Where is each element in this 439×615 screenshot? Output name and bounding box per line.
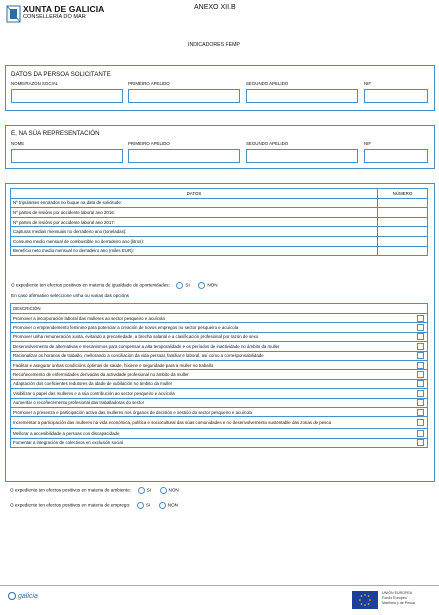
description-item-label: Facilitar e asegurar unhas condicións óptimas de saúde, hixiene e seguridade para a muller no traballo (11, 360, 414, 369)
data-row-value[interactable] (378, 208, 428, 218)
description-row (11, 417, 428, 429)
description-item-label: Incrementar a participación das mulleres na vida económica, política e sociocultural das súas comunidades e no desenvolvemento sustentable das zonas de pesca (11, 417, 414, 429)
description-item-cell (413, 379, 428, 388)
applicant-nif-label: NIF (364, 81, 372, 86)
applicant-nif-field[interactable] (364, 89, 428, 103)
number-header: NÚMERO (378, 189, 428, 199)
applicant-surname2-field[interactable] (246, 89, 358, 103)
description-item-label: Mellorar a accesibilidade a persoas con discapacidade (11, 429, 414, 438)
org-main: XUNTA DE GALICIA (23, 4, 105, 14)
description-checkbox[interactable] (417, 371, 424, 378)
description-row (11, 332, 428, 341)
employment-yes-radio[interactable] (137, 502, 144, 509)
description-item-cell (413, 429, 428, 438)
description-item-cell (413, 323, 428, 332)
data-table (10, 188, 428, 256)
eu-line3: Marítimo y de Pesca (382, 601, 415, 605)
rep-nif-label: NIF (364, 141, 372, 146)
eu-logo (352, 589, 434, 611)
data-row-label: Nº tripulantes enrolados no buque na data de solicitude: (11, 198, 378, 208)
data-row-label: Beneficio neto medio mensual no derradeiro ano (miles EUR): (11, 246, 378, 256)
description-item-label: Promover a presenza e participación activa das mulleres nos órganos de decisión e xestión do sector pesqueiro e acuícola (11, 407, 414, 416)
description-row (11, 429, 428, 438)
applicant-section (5, 65, 435, 111)
description-row (11, 407, 428, 416)
galicia-logo (8, 592, 38, 600)
eu-flag-icon (352, 591, 378, 609)
description-row (11, 379, 428, 388)
description-checkbox[interactable] (417, 419, 424, 426)
environment-no-label: NON (168, 487, 179, 493)
description-box (10, 303, 428, 448)
description-checkbox[interactable] (417, 343, 424, 350)
equality-yes-label: SI (185, 282, 190, 288)
rep-surname1-field[interactable] (128, 149, 240, 163)
xunta-logo (6, 4, 126, 26)
equality-question: O expediente ten efectos positivos en materia de igualdade de oportunidades: (11, 282, 170, 288)
description-item-cell (413, 370, 428, 379)
description-row (11, 370, 428, 379)
indicators-section (5, 183, 435, 482)
description-item-cell (413, 389, 428, 398)
applicant-surname1-label: PRIMEIRO APELIDO (128, 81, 170, 86)
description-table (10, 303, 428, 448)
description-checkbox[interactable] (417, 409, 424, 416)
description-checkbox[interactable] (417, 333, 424, 340)
employment-yes-label: SI (145, 502, 151, 508)
data-row-value[interactable] (378, 236, 428, 246)
environment-question: O expediente ten efectos positivos en materia de ambiente: (10, 487, 132, 493)
applicant-name-field[interactable] (11, 89, 123, 103)
description-checkbox[interactable] (417, 439, 424, 446)
indicators-title: INDICADORES FEMP (188, 42, 240, 48)
description-item-cell (413, 438, 428, 447)
description-item-cell (413, 342, 428, 351)
description-checkbox[interactable] (417, 315, 424, 322)
rep-surname2-label: SEGUNDO APELIDO (246, 141, 289, 146)
org-sub: CONSELLERÍA DO MAR (23, 14, 86, 20)
description-item-cell (413, 332, 428, 341)
rep-name-label: NOME (11, 141, 25, 146)
data-row-value[interactable] (378, 246, 428, 256)
description-checkbox[interactable] (417, 430, 424, 437)
description-checkbox[interactable] (417, 399, 424, 406)
description-checkbox[interactable] (417, 380, 424, 387)
description-header: DESCRICIÓN (11, 304, 428, 314)
description-item-label: Adaptación dos coeficientes redutores da idade de xubilación no ámbito da muller (11, 379, 414, 388)
description-item-cell (413, 417, 428, 429)
employment-question-row (10, 502, 178, 509)
equality-no-label: NON (207, 282, 218, 288)
description-row (11, 323, 428, 332)
data-row-label: Consumo medio mensual de combustible no derradeiro ano (litros): (11, 236, 378, 246)
description-item-label: Visibilizar o papel das mulleres e a súa contribución ao sector pesqueiro e acuícola (11, 389, 414, 398)
description-row (11, 342, 428, 351)
data-row-label: Nº partes de lesións por accidente laboral ano 2017: (11, 217, 378, 227)
description-item-label: Racionalizar os horarios de traballo, mellorando a conciliación da vida persoal, familiar e laboral, así como a corresponsabilidade (11, 351, 414, 360)
rep-surname2-field[interactable] (246, 149, 358, 163)
description-item-label: Desenvolvemento de alternativas e mecanismos para compensar a alta temporalidade e os períodos de inactividade no ámbito da muller (11, 342, 414, 351)
environment-yes-radio[interactable] (138, 487, 145, 494)
data-row-label: Nº partes de lesións por accidente laboral ano 2016: (11, 208, 378, 218)
employment-question: O expediente ten efectos positivos en materia de emprego: (10, 502, 131, 508)
galicia-logo-icon (8, 592, 16, 600)
description-row (11, 389, 428, 398)
data-row-label: Capturas medias mensuais no derradeiro ano (toneladas): (11, 227, 378, 237)
employment-no-radio[interactable] (159, 502, 166, 509)
description-item-cell (413, 360, 428, 369)
description-item-label: Recoñecemento de enfermidades derivadas da actividade profesional no ámbito da muller (11, 370, 414, 379)
description-checkbox[interactable] (417, 352, 424, 359)
rep-nif-field[interactable] (364, 149, 428, 163)
data-row-value[interactable] (378, 217, 428, 227)
xunta-emblem-icon (6, 5, 21, 23)
equality-note: En caso afirmativo seleccione unha ou varias das opcións (11, 293, 129, 298)
equality-question-row (11, 282, 218, 289)
description-row (11, 438, 428, 447)
description-row (11, 398, 428, 407)
description-item-cell (413, 314, 428, 323)
applicant-surname1-field[interactable] (128, 89, 240, 103)
applicant-surname2-label: SEGUNDO APELIDO (246, 81, 289, 86)
representative-title: E, NA SÚA REPRESENTACIÓN (11, 130, 100, 137)
footer-divider (0, 585, 439, 586)
description-row (11, 351, 428, 360)
description-item-cell (413, 407, 428, 416)
equality-yes-radio[interactable] (176, 282, 183, 289)
environment-question-row (10, 487, 179, 494)
data-row-value[interactable] (378, 227, 428, 237)
description-item-label: Promover o emprendemento feminino para potenciar a creación de novos empregos no sector pesqueiro e acuícola (11, 323, 414, 332)
eu-line1: UNIÓN EUROPEA (382, 591, 413, 595)
description-item-cell (413, 351, 428, 360)
description-item-label: Fomentar a integración de colectivos en exclusión social (11, 438, 414, 447)
applicant-name-label: NOME/RAZÓN SOCIAL (11, 81, 59, 86)
rep-name-field[interactable] (11, 149, 123, 163)
eu-line2: Fondo Europeo (382, 596, 407, 600)
rep-surname1-label: PRIMEIRO APELIDO (128, 141, 170, 146)
annex-title: ANEXO XII.B (194, 4, 236, 11)
environment-yes-label: SI (146, 487, 151, 493)
description-row (11, 360, 428, 369)
description-item-label: Promover a incorporación laboral das mulleres ao sector pesqueiro e acuícola (11, 314, 414, 323)
environment-no-radio[interactable] (160, 487, 167, 494)
galicia-logo-text: galicia (18, 592, 38, 600)
description-item-label: Aumentar o recoñecemento profesional das traballadoras do sector (11, 398, 414, 407)
description-item-cell (413, 398, 428, 407)
description-checkbox[interactable] (417, 362, 424, 369)
description-checkbox[interactable] (417, 324, 424, 331)
employment-no-label: NON (167, 502, 178, 508)
description-checkbox[interactable] (417, 390, 424, 397)
data-row-value[interactable] (378, 198, 428, 208)
data-header: DATOS (11, 189, 378, 199)
description-item-label: Promover unha remuneración xusta, evitando a precariedade, a brecha salarial e a clasificación profesional por razón de sexo (11, 332, 414, 341)
description-row (11, 314, 428, 323)
representative-section (5, 125, 435, 169)
applicant-title: DATOS DA PERSOA SOLICITANTE (11, 71, 111, 78)
equality-no-radio[interactable] (198, 282, 205, 289)
